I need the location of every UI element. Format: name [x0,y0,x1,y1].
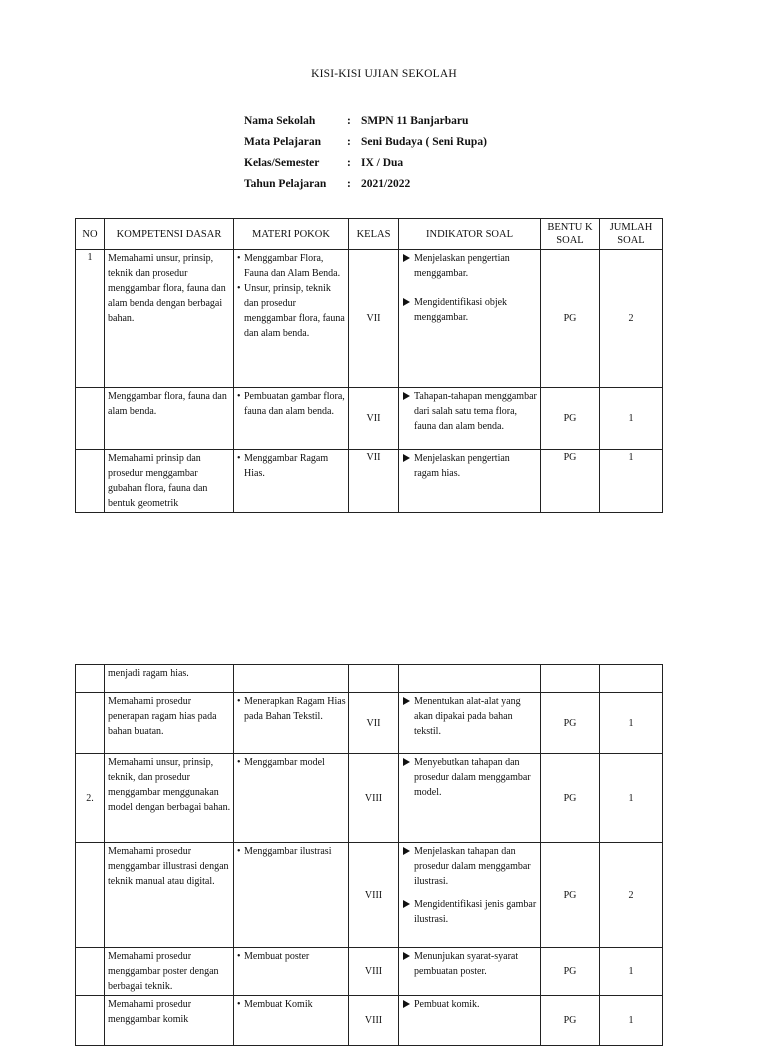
bentuk-soal: PG [541,754,600,843]
row-number [76,450,105,513]
row-number [76,388,105,450]
materi-item: • Membuat Komik [237,997,346,1012]
jumlah-soal: 1 [600,388,663,450]
kompetensi-dasar: Memahami unsur, prinsip, teknik, dan prosedur menggambar menggunakan model dengan berbagai bahan. [105,754,234,843]
kompetensi-dasar: Menggambar flora, fauna dan alam benda. [105,388,234,450]
meta-label: Nama Sekolah [244,114,316,127]
header-no: NO [76,219,105,250]
indikator-item: Pembuat komik. [402,997,537,1012]
indikator-soal [399,665,541,693]
meta-label: Mata Pelajaran [244,135,321,148]
header-jumlah-soal: JUMLAH SOAL [600,219,663,250]
materi-item: • Menggambar model [237,755,346,770]
kelas: VIII [349,996,399,1046]
kompetensi-dasar: Memahami prinsip dan prosedur menggambar gubahan flora, fauna dan bentuk geometrik [105,450,234,513]
row-number [76,693,105,754]
table-row [76,388,663,450]
kelas [349,665,399,693]
jumlah-soal: 1 [600,693,663,754]
table-row [76,693,663,754]
materi-item: • Menggambar Flora, Fauna dan Alam Benda. [237,251,346,281]
meta-value: SMPN 11 Banjarbaru [361,114,469,127]
header-materi-pokok: MATERI POKOK [234,219,349,250]
meta-value: IX / Dua [361,156,404,169]
meta-separator: : [347,177,351,190]
kelas: VIII [349,843,399,948]
kompetensi-dasar: Memahami prosedur menggambar poster dengan berbagai teknik. [105,948,234,996]
kompetensi-dasar: Memahami prosedur menggambar komik [105,996,234,1046]
materi-pokok [234,843,349,948]
indikator-item: Menunjukan syarat-syarat pembuatan poster. [402,949,537,979]
bentuk-soal: PG [541,948,600,996]
bentuk-soal: PG [541,996,600,1046]
indikator-item: Menjelaskan pengertian menggambar. [402,251,537,281]
kompetensi-dasar: menjadi ragam hias. [105,665,234,693]
indikator-soal [399,948,541,996]
grid-table-page-1 [75,218,663,513]
row-number: 2. [76,754,105,843]
materi-pokok [234,450,349,513]
indikator-item: Menyebutkan tahapan dan prosedur dalam menggambar model. [402,755,537,800]
jumlah-soal: 1 [600,754,663,843]
table-row [76,754,663,843]
header-bentuk-soal: BENTU K SOAL [541,219,600,250]
kompetensi-dasar: Memahami prosedur penerapan ragam hias pada bahan buatan. [105,693,234,754]
materi-pokok [234,996,349,1046]
materi-item: • Unsur, prinsip, teknik dan prosedur menggambar flora, fauna dan alam benda. [237,281,346,341]
bentuk-soal: PG [541,843,600,948]
meta-separator: : [347,156,351,169]
kelas: VIII [349,948,399,996]
document-meta [244,110,644,194]
indikator-soal [399,843,541,948]
meta-row-year [244,173,644,194]
row-number [76,665,105,693]
indikator-item: Mengidentifikasi jenis gambar ilustrasi. [402,897,537,927]
indikator-item: Menjelaskan pengertian ragam hias. [402,451,537,481]
jumlah-soal: 1 [600,948,663,996]
indikator-soal [399,250,541,388]
document-title: KISI-KISI UJIAN SEKOLAH [311,68,457,80]
indikator-soal [399,388,541,450]
kompetensi-dasar: Memahami prosedur menggambar illustrasi dengan teknik manual atau digital. [105,843,234,948]
bentuk-soal: PG [541,250,600,388]
indikator-item: Menentukan alat-alat yang akan dipakai pada bahan tekstil. [402,694,537,739]
materi-item: • Menerapkan Ragam Hias pada Bahan Tekstil. [237,694,346,724]
meta-separator: : [347,114,351,127]
header-kelas: KELAS [349,219,399,250]
kelas: VII [349,450,399,513]
table-row [76,948,663,996]
table-row [76,843,663,948]
row-number: 1 [76,250,105,388]
jumlah-soal: 1 [600,450,663,513]
materi-item: • Membuat poster [237,949,346,964]
kompetensi-dasar: Memahami unsur, prinsip, teknik dan prosedur menggambar flora, fauna dan alam benda dengan berbagai bahan. [105,250,234,388]
bentuk-soal [541,665,600,693]
materi-pokok [234,948,349,996]
materi-item: • Menggambar ilustrasi [237,844,346,859]
row-number [76,843,105,948]
header-indikator-soal: INDIKATOR SOAL [399,219,541,250]
materi-item: • Menggambar Ragam Hias. [237,451,346,481]
table-row [76,250,663,388]
jumlah-soal: 2 [600,250,663,388]
indikator-soal [399,754,541,843]
materi-pokok [234,665,349,693]
meta-row-class [244,152,644,173]
row-number [76,948,105,996]
materi-pokok [234,250,349,388]
table-row [76,450,663,513]
kelas: VIII [349,754,399,843]
materi-pokok [234,693,349,754]
meta-row-subject [244,131,644,152]
meta-separator: : [347,135,351,148]
meta-label: Tahun Pelajaran [244,177,327,190]
materi-pokok [234,754,349,843]
meta-value: Seni Budaya ( Seni Rupa) [361,135,487,148]
kelas: VII [349,250,399,388]
bentuk-soal: PG [541,693,600,754]
indikator-soal [399,450,541,513]
row-number [76,996,105,1046]
bentuk-soal: PG [541,388,600,450]
kelas: VII [349,693,399,754]
bentuk-soal: PG [541,450,600,513]
meta-value: 2021/2022 [361,177,411,190]
jumlah-soal [600,665,663,693]
table-row [76,996,663,1046]
indikator-soal [399,996,541,1046]
table-header-row [76,219,663,250]
indikator-item: Tahapan-tahapan menggambar dari salah satu tema flora, fauna dan alam benda. [402,389,537,434]
header-kompetensi-dasar: KOMPETENSI DASAR [105,219,234,250]
table-row [76,665,663,693]
meta-label: Kelas/Semester [244,156,320,169]
kelas: VII [349,388,399,450]
grid-table-page-2 [75,664,663,1046]
jumlah-soal: 1 [600,996,663,1046]
indikator-item: Menjelaskan tahapan dan prosedur dalam menggambar ilustrasi. [402,844,537,889]
indikator-soal [399,693,541,754]
jumlah-soal: 2 [600,843,663,948]
meta-row-school [244,110,644,131]
indikator-item: Mengidentifikasi objek menggambar. [402,295,537,325]
materi-item: • Pembuatan gambar flora, fauna dan alam benda. [237,389,346,419]
materi-pokok [234,388,349,450]
